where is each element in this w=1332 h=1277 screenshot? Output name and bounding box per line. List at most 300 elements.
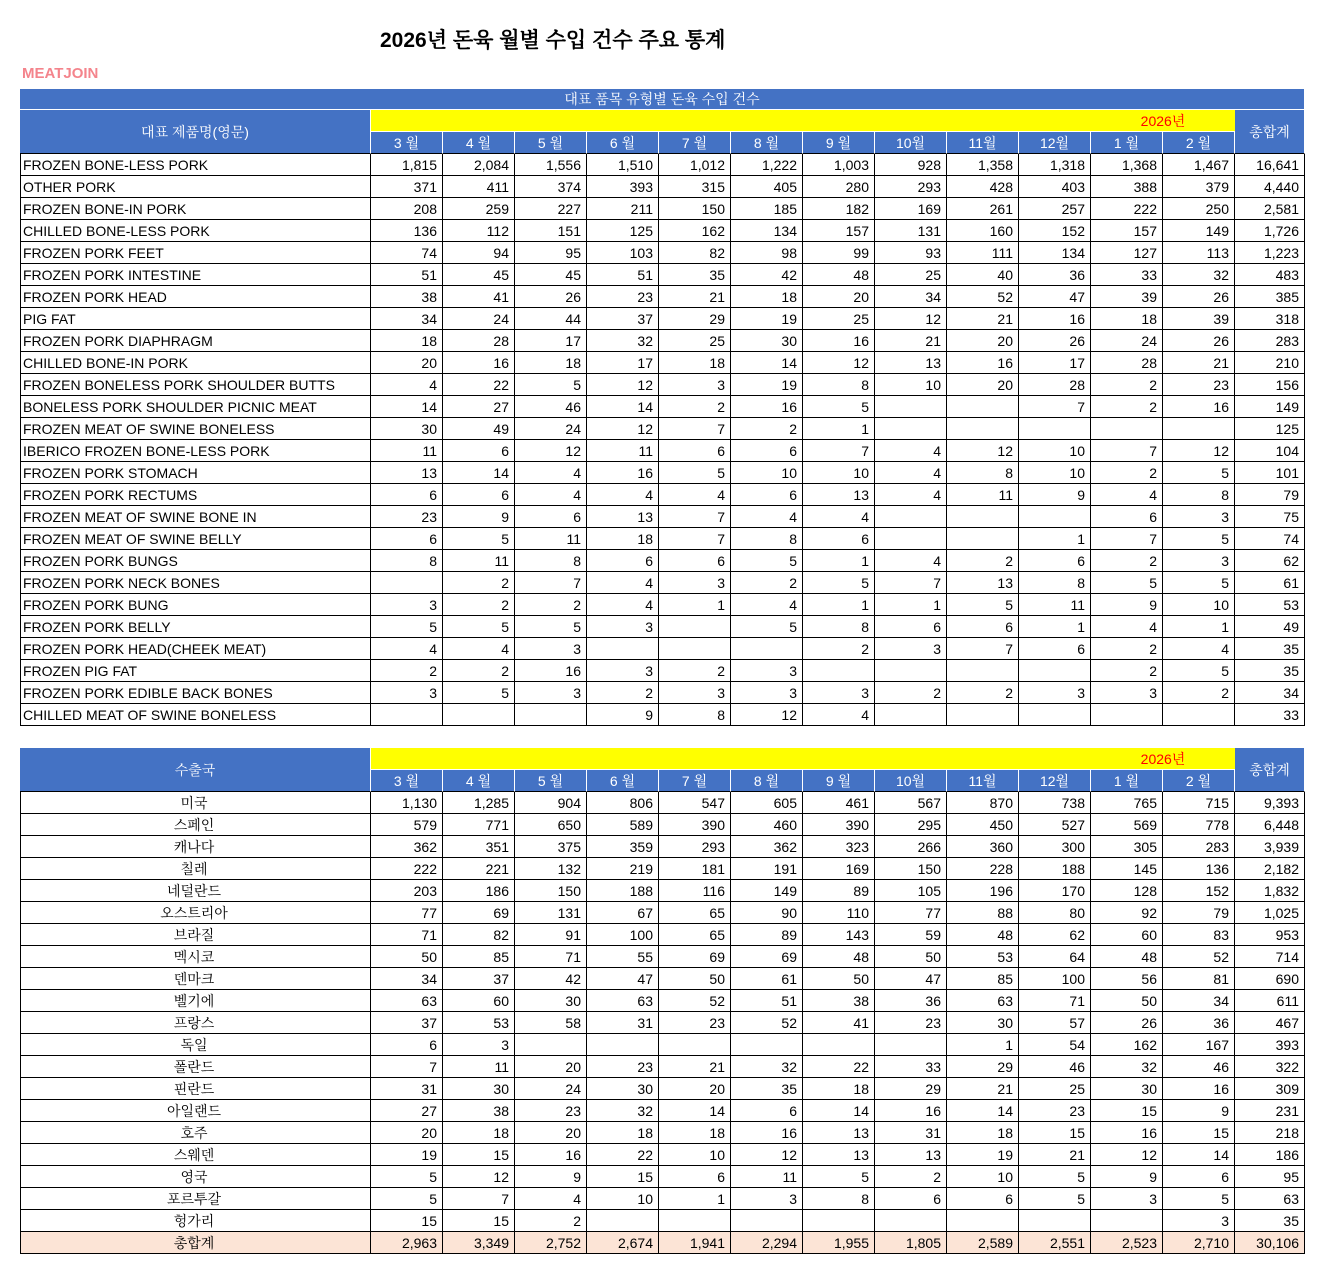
- monthly-count: 23: [1019, 1100, 1091, 1122]
- country-name: 핀란드: [20, 1078, 371, 1100]
- monthly-count: 18: [371, 330, 443, 352]
- monthly-count: 134: [1019, 242, 1091, 264]
- month-header: 5 월: [515, 132, 587, 154]
- monthly-count: 51: [587, 264, 659, 286]
- monthly-count: 181: [659, 858, 731, 880]
- monthly-count: 13: [371, 462, 443, 484]
- monthly-count: 32: [1163, 264, 1235, 286]
- grand-total-label: 총합계: [20, 1232, 371, 1254]
- monthly-count: 6: [731, 440, 803, 462]
- monthly-count: 23: [587, 1056, 659, 1078]
- monthly-count: 48: [947, 924, 1019, 946]
- monthly-count: [1019, 418, 1091, 440]
- monthly-count: 3: [587, 616, 659, 638]
- monthly-count: 2: [443, 594, 515, 616]
- monthly-count: 16: [1091, 1122, 1163, 1144]
- monthly-count: 6: [659, 550, 731, 572]
- monthly-count: [731, 638, 803, 660]
- monthly-count: 26: [1019, 330, 1091, 352]
- monthly-count: 6: [1019, 550, 1091, 572]
- row-total: 1,832: [1235, 880, 1305, 902]
- monthly-count: 20: [371, 352, 443, 374]
- row-total: 186: [1235, 1144, 1305, 1166]
- monthly-count: [443, 704, 515, 726]
- monthly-count: 25: [1019, 1078, 1091, 1100]
- row-total: 30,106: [1235, 1232, 1305, 1254]
- monthly-count: 5: [947, 594, 1019, 616]
- product-name: FROZEN BONELESS PORK SHOULDER BUTTS: [20, 374, 371, 396]
- monthly-count: 11: [731, 1166, 803, 1188]
- monthly-count: 1: [947, 1034, 1019, 1056]
- row-total: 95: [1235, 1166, 1305, 1188]
- monthly-count: 50: [1091, 990, 1163, 1012]
- monthly-count: 16: [515, 660, 587, 682]
- monthly-count: 1,358: [947, 154, 1019, 176]
- monthly-count: 1,003: [803, 154, 875, 176]
- monthly-count: 20: [659, 1078, 731, 1100]
- monthly-count: 8: [515, 550, 587, 572]
- monthly-count: 15: [371, 1210, 443, 1232]
- monthly-count: [587, 638, 659, 660]
- monthly-count: 5: [731, 550, 803, 572]
- monthly-count: 26: [515, 286, 587, 308]
- monthly-count: 10: [803, 462, 875, 484]
- monthly-count: 778: [1163, 814, 1235, 836]
- month-header: 12월: [1019, 770, 1091, 792]
- monthly-count: 2: [587, 682, 659, 704]
- monthly-count: 143: [803, 924, 875, 946]
- monthly-count: 3: [515, 638, 587, 660]
- monthly-count: 12: [515, 440, 587, 462]
- row-total: 53: [1235, 594, 1305, 616]
- monthly-count: 38: [803, 990, 875, 1012]
- monthly-count: 1: [803, 594, 875, 616]
- monthly-count: 5: [515, 374, 587, 396]
- monthly-count: 9: [515, 1166, 587, 1188]
- monthly-count: 132: [515, 858, 587, 880]
- monthly-count: 151: [515, 220, 587, 242]
- monthly-count: [659, 1210, 731, 1232]
- monthly-count: 53: [443, 1012, 515, 1034]
- monthly-count: 4: [371, 374, 443, 396]
- monthly-count: 7: [515, 572, 587, 594]
- monthly-count: 74: [371, 242, 443, 264]
- monthly-count: [803, 1210, 875, 1232]
- monthly-count: [875, 418, 947, 440]
- monthly-count: 3: [659, 374, 731, 396]
- monthly-count: 167: [1163, 1034, 1235, 1056]
- monthly-count: 16: [1163, 396, 1235, 418]
- monthly-count: 36: [875, 990, 947, 1012]
- monthly-count: 4: [1091, 616, 1163, 638]
- product-name: OTHER PORK: [20, 176, 371, 198]
- monthly-count: 47: [875, 968, 947, 990]
- monthly-count: 34: [371, 968, 443, 990]
- row-total: 283: [1235, 330, 1305, 352]
- monthly-count: 547: [659, 792, 731, 814]
- monthly-count: 6: [371, 484, 443, 506]
- monthly-count: 2: [515, 1210, 587, 1232]
- monthly-count: 1: [875, 594, 947, 616]
- row-total: 1,726: [1235, 220, 1305, 242]
- monthly-count: 82: [659, 242, 731, 264]
- product-name: FROZEN PORK BUNG: [20, 594, 371, 616]
- monthly-count: 1,815: [371, 154, 443, 176]
- monthly-count: 6: [731, 484, 803, 506]
- monthly-count: 50: [659, 968, 731, 990]
- monthly-count: 196: [947, 880, 1019, 902]
- monthly-count: 7: [875, 572, 947, 594]
- row-total: 149: [1235, 396, 1305, 418]
- row-total: 322: [1235, 1056, 1305, 1078]
- year-band: [371, 110, 1091, 132]
- monthly-count: 26: [1091, 1012, 1163, 1034]
- page-title: 2026년 돈육 월별 수입 건수 주요 통계: [380, 29, 726, 52]
- country-name: 폴란드: [20, 1056, 371, 1078]
- country-name: 스웨덴: [20, 1144, 371, 1166]
- row-total: 33: [1235, 704, 1305, 726]
- monthly-count: 136: [371, 220, 443, 242]
- monthly-count: 605: [731, 792, 803, 814]
- monthly-count: 20: [803, 286, 875, 308]
- monthly-count: 71: [371, 924, 443, 946]
- monthly-count: 10: [947, 1166, 1019, 1188]
- monthly-count: 42: [515, 968, 587, 990]
- monthly-count: 188: [1019, 858, 1091, 880]
- monthly-count: 37: [587, 308, 659, 330]
- monthly-count: 2: [1091, 396, 1163, 418]
- monthly-count: 52: [659, 990, 731, 1012]
- monthly-count: [1091, 418, 1163, 440]
- monthly-count: 293: [875, 176, 947, 198]
- monthly-count: 5: [1163, 528, 1235, 550]
- monthly-count: 169: [803, 858, 875, 880]
- row-total: 483: [1235, 264, 1305, 286]
- monthly-count: 69: [731, 946, 803, 968]
- monthly-count: 21: [875, 330, 947, 352]
- country-name: 헝가리: [20, 1210, 371, 1232]
- monthly-count: 30: [587, 1078, 659, 1100]
- monthly-count: 18: [1091, 308, 1163, 330]
- monthly-count: 11: [443, 1056, 515, 1078]
- monthly-count: 131: [515, 902, 587, 924]
- monthly-count: 305: [1091, 836, 1163, 858]
- month-header: 1 월: [1091, 132, 1163, 154]
- month-header: 7 월: [659, 132, 731, 154]
- monthly-count: 71: [1019, 990, 1091, 1012]
- monthly-count: 2,710: [1163, 1232, 1235, 1254]
- monthly-count: 21: [1019, 1144, 1091, 1166]
- monthly-count: 32: [587, 330, 659, 352]
- monthly-count: 771: [443, 814, 515, 836]
- monthly-count: 12: [731, 1144, 803, 1166]
- country-name: 미국: [20, 792, 371, 814]
- monthly-count: 3: [443, 1034, 515, 1056]
- monthly-count: 29: [947, 1056, 1019, 1078]
- country-name: 포르투갈: [20, 1188, 371, 1210]
- month-header: 8 월: [731, 770, 803, 792]
- product-name: FROZEN PORK EDIBLE BACK BONES: [20, 682, 371, 704]
- monthly-count: 2,963: [371, 1232, 443, 1254]
- monthly-count: 31: [371, 1078, 443, 1100]
- monthly-count: 10: [731, 462, 803, 484]
- monthly-count: 5: [731, 616, 803, 638]
- monthly-count: 33: [875, 1056, 947, 1078]
- monthly-count: 58: [515, 1012, 587, 1034]
- row-total: 385: [1235, 286, 1305, 308]
- month-header: 9 월: [803, 132, 875, 154]
- monthly-count: 28: [1019, 374, 1091, 396]
- row-total: 953: [1235, 924, 1305, 946]
- month-header: 4 월: [443, 132, 515, 154]
- monthly-count: 11: [515, 528, 587, 550]
- monthly-count: 4: [875, 440, 947, 462]
- monthly-count: 3: [731, 1188, 803, 1210]
- country-name: 영국: [20, 1166, 371, 1188]
- monthly-count: 61: [731, 968, 803, 990]
- monthly-count: 24: [515, 418, 587, 440]
- monthly-count: 77: [875, 902, 947, 924]
- monthly-count: 57: [1019, 1012, 1091, 1034]
- row-total: 34: [1235, 682, 1305, 704]
- row-total: 9,393: [1235, 792, 1305, 814]
- product-import-table: [20, 89, 1305, 726]
- monthly-count: 12: [587, 374, 659, 396]
- monthly-count: 12: [947, 440, 1019, 462]
- country-name: 네덜란드: [20, 880, 371, 902]
- monthly-count: 2: [875, 1166, 947, 1188]
- monthly-count: 170: [1019, 880, 1091, 902]
- monthly-count: 7: [443, 1188, 515, 1210]
- product-name: FROZEN PORK NECK BONES: [20, 572, 371, 594]
- monthly-count: [1019, 660, 1091, 682]
- product-name: FROZEN PORK BELLY: [20, 616, 371, 638]
- monthly-count: 1,467: [1163, 154, 1235, 176]
- month-header: 3 월: [371, 770, 443, 792]
- monthly-count: 5: [1019, 1188, 1091, 1210]
- monthly-count: 10: [875, 374, 947, 396]
- monthly-count: 3: [1019, 682, 1091, 704]
- month-header: 6 월: [587, 132, 659, 154]
- row-total: 714: [1235, 946, 1305, 968]
- product-name: BONELESS PORK SHOULDER PICNIC MEAT: [20, 396, 371, 418]
- monthly-count: 362: [731, 836, 803, 858]
- monthly-count: 1,368: [1091, 154, 1163, 176]
- monthly-count: 83: [1163, 924, 1235, 946]
- monthly-count: 738: [1019, 792, 1091, 814]
- monthly-count: 403: [1019, 176, 1091, 198]
- monthly-count: 1,941: [659, 1232, 731, 1254]
- monthly-count: 162: [1091, 1034, 1163, 1056]
- monthly-count: 6: [947, 1188, 1019, 1210]
- monthly-count: 37: [371, 1012, 443, 1034]
- monthly-count: 35: [731, 1078, 803, 1100]
- monthly-count: 30: [515, 990, 587, 1012]
- monthly-count: 60: [443, 990, 515, 1012]
- monthly-count: 8: [1019, 572, 1091, 594]
- monthly-count: [587, 1210, 659, 1232]
- monthly-count: 16: [443, 352, 515, 374]
- monthly-count: [1163, 704, 1235, 726]
- monthly-count: [947, 1210, 1019, 1232]
- monthly-count: 3: [1091, 1188, 1163, 1210]
- country-name: 스페인: [20, 814, 371, 836]
- monthly-count: 5: [515, 616, 587, 638]
- monthly-count: 54: [1019, 1034, 1091, 1056]
- monthly-count: 85: [443, 946, 515, 968]
- monthly-count: 2: [1163, 682, 1235, 704]
- monthly-count: 41: [803, 1012, 875, 1034]
- monthly-count: 21: [1163, 352, 1235, 374]
- row-total: 61: [1235, 572, 1305, 594]
- monthly-count: 6: [875, 1188, 947, 1210]
- monthly-count: 18: [947, 1122, 1019, 1144]
- monthly-count: 280: [803, 176, 875, 198]
- monthly-count: 29: [659, 308, 731, 330]
- monthly-count: 228: [947, 858, 1019, 880]
- row-total: 79: [1235, 484, 1305, 506]
- monthly-count: 3: [659, 572, 731, 594]
- product-name: FROZEN MEAT OF SWINE BONELESS: [20, 418, 371, 440]
- monthly-count: 13: [803, 1122, 875, 1144]
- month-header: 8 월: [731, 132, 803, 154]
- monthly-count: 1: [659, 594, 731, 616]
- monthly-count: 1,130: [371, 792, 443, 814]
- monthly-count: 110: [803, 902, 875, 924]
- monthly-count: 44: [515, 308, 587, 330]
- monthly-count: 4: [443, 638, 515, 660]
- monthly-count: 250: [1163, 198, 1235, 220]
- monthly-count: 461: [803, 792, 875, 814]
- monthly-count: 6: [659, 440, 731, 462]
- country-name: 벨기에: [20, 990, 371, 1012]
- monthly-count: 21: [947, 1078, 1019, 1100]
- monthly-count: 18: [659, 1122, 731, 1144]
- monthly-count: 6: [587, 550, 659, 572]
- monthly-count: 806: [587, 792, 659, 814]
- monthly-count: 51: [371, 264, 443, 286]
- monthly-count: [731, 1034, 803, 1056]
- monthly-count: [1091, 1210, 1163, 1232]
- monthly-count: 22: [803, 1056, 875, 1078]
- monthly-count: 219: [587, 858, 659, 880]
- monthly-count: 19: [731, 374, 803, 396]
- monthly-count: [875, 1210, 947, 1232]
- monthly-count: 45: [515, 264, 587, 286]
- monthly-count: 16: [1019, 308, 1091, 330]
- monthly-count: 3: [371, 682, 443, 704]
- product-name: FROZEN PORK FEET: [20, 242, 371, 264]
- monthly-count: [947, 528, 1019, 550]
- monthly-count: 35: [659, 264, 731, 286]
- monthly-count: 7: [659, 506, 731, 528]
- monthly-count: 134: [731, 220, 803, 242]
- monthly-count: 182: [803, 198, 875, 220]
- monthly-count: 20: [515, 1122, 587, 1144]
- monthly-count: 21: [947, 308, 1019, 330]
- monthly-count: 2: [443, 660, 515, 682]
- monthly-count: 21: [659, 286, 731, 308]
- monthly-count: [947, 704, 1019, 726]
- monthly-count: 5: [803, 1166, 875, 1188]
- monthly-count: 50: [875, 946, 947, 968]
- monthly-count: 390: [659, 814, 731, 836]
- monthly-count: 5: [1163, 572, 1235, 594]
- monthly-count: 24: [1091, 330, 1163, 352]
- monthly-count: 11: [371, 440, 443, 462]
- monthly-count: 4: [371, 638, 443, 660]
- monthly-count: 7: [803, 440, 875, 462]
- monthly-count: 208: [371, 198, 443, 220]
- monthly-count: 4: [1091, 484, 1163, 506]
- monthly-count: 4: [875, 550, 947, 572]
- monthly-count: 7: [1091, 440, 1163, 462]
- monthly-count: 82: [443, 924, 515, 946]
- row-total: 49: [1235, 616, 1305, 638]
- monthly-count: 20: [947, 374, 1019, 396]
- monthly-count: 18: [731, 286, 803, 308]
- month-header: 12월: [1019, 132, 1091, 154]
- monthly-count: 9: [1091, 1166, 1163, 1188]
- row-total: 63: [1235, 1188, 1305, 1210]
- product-name: FROZEN PORK STOMACH: [20, 462, 371, 484]
- monthly-count: 149: [1163, 220, 1235, 242]
- monthly-count: 10: [1163, 594, 1235, 616]
- monthly-count: 25: [875, 264, 947, 286]
- monthly-count: 6: [1019, 638, 1091, 660]
- monthly-count: 12: [875, 308, 947, 330]
- monthly-count: 113: [1163, 242, 1235, 264]
- monthly-count: 2: [659, 396, 731, 418]
- monthly-count: 16: [875, 1100, 947, 1122]
- country-name: 칠레: [20, 858, 371, 880]
- monthly-count: 162: [659, 220, 731, 242]
- monthly-count: 32: [731, 1056, 803, 1078]
- monthly-count: 6: [659, 1166, 731, 1188]
- row-total: 101: [1235, 462, 1305, 484]
- row-total: 611: [1235, 990, 1305, 1012]
- monthly-count: 3: [587, 660, 659, 682]
- monthly-count: 51: [731, 990, 803, 1012]
- monthly-count: 16: [515, 1144, 587, 1166]
- monthly-count: 128: [1091, 880, 1163, 902]
- monthly-count: 150: [875, 858, 947, 880]
- monthly-count: [947, 506, 1019, 528]
- monthly-count: 283: [1163, 836, 1235, 858]
- monthly-count: 80: [1019, 902, 1091, 924]
- monthly-count: 2: [443, 572, 515, 594]
- monthly-count: 42: [731, 264, 803, 286]
- monthly-count: 56: [1091, 968, 1163, 990]
- monthly-count: 9: [443, 506, 515, 528]
- monthly-count: 2: [515, 594, 587, 616]
- monthly-count: 7: [659, 528, 731, 550]
- monthly-count: 567: [875, 792, 947, 814]
- monthly-count: 103: [587, 242, 659, 264]
- product-name: CHILLED MEAT OF SWINE BONELESS: [20, 704, 371, 726]
- month-header: 2 월: [1163, 132, 1235, 154]
- monthly-count: 52: [731, 1012, 803, 1034]
- monthly-count: 300: [1019, 836, 1091, 858]
- product-name-header: 대표 제품명(영문): [20, 110, 371, 154]
- monthly-count: 2: [947, 682, 1019, 704]
- row-total: 393: [1235, 1034, 1305, 1056]
- monthly-count: 23: [587, 286, 659, 308]
- product-name: FROZEN PIG FAT: [20, 660, 371, 682]
- monthly-count: 100: [587, 924, 659, 946]
- monthly-count: 14: [947, 1100, 1019, 1122]
- monthly-count: 39: [1091, 286, 1163, 308]
